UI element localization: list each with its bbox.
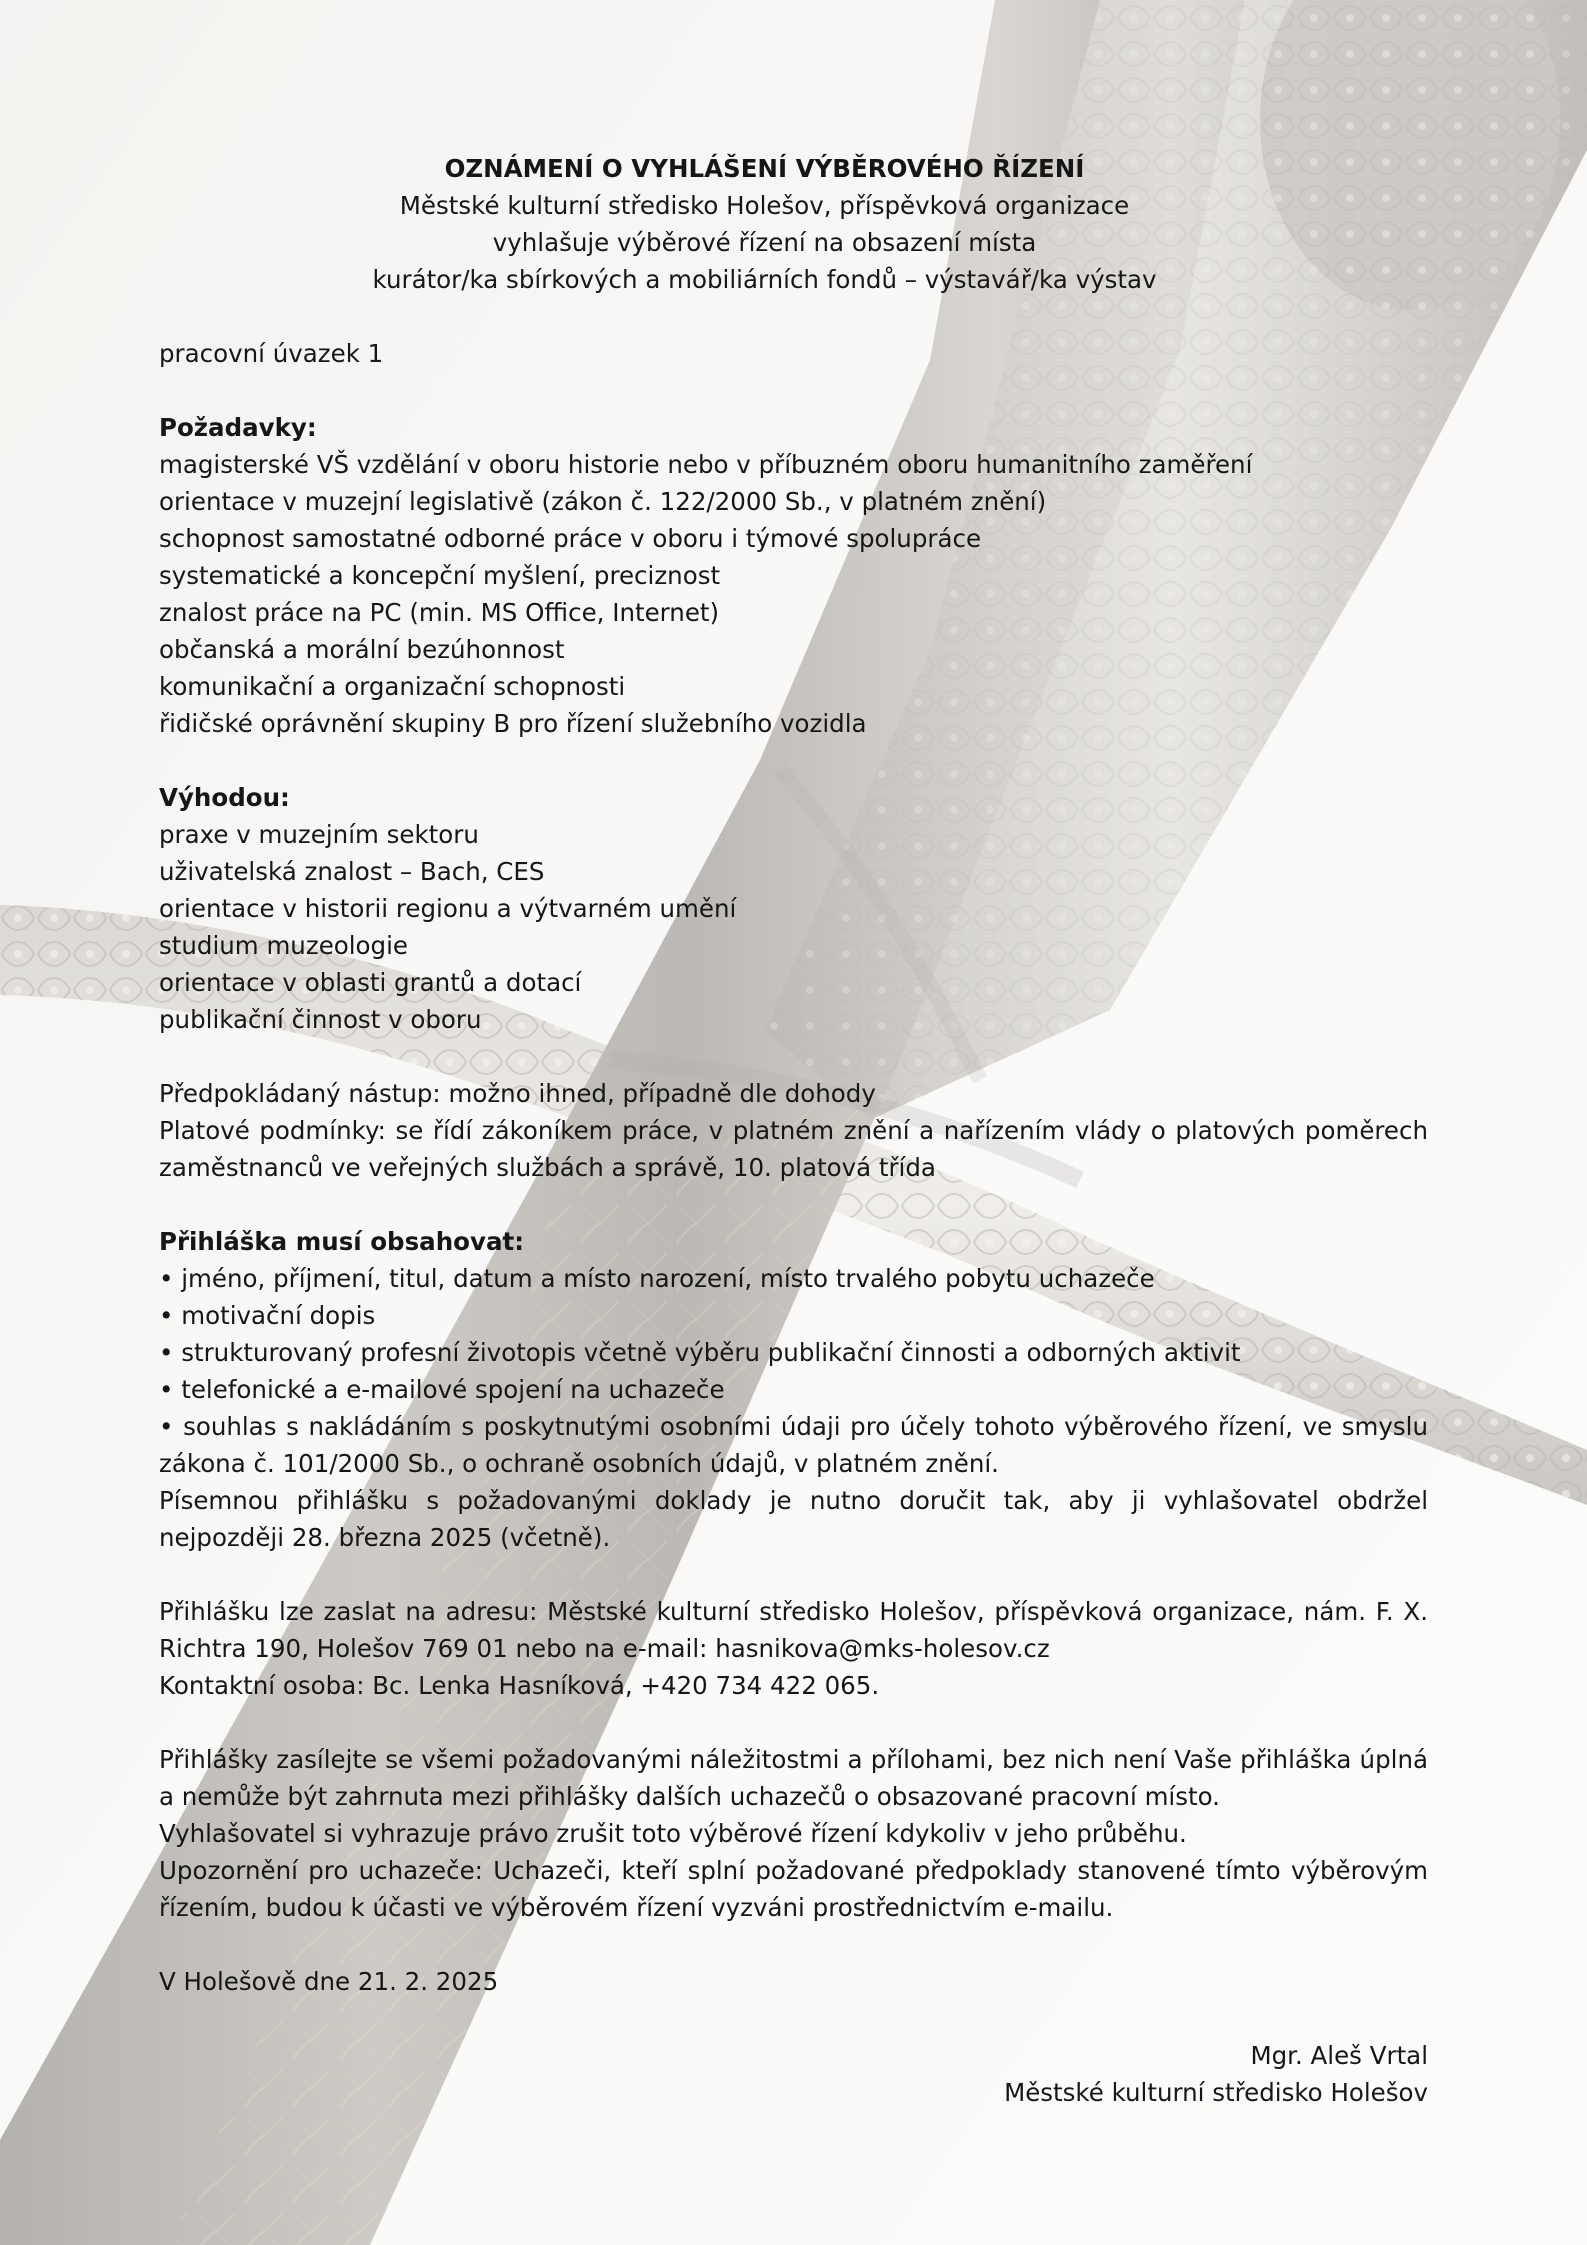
requirement-item: magisterské VŠ vzdělání v oboru historie nebo v příbuzném oboru humanitního zaměření [159, 450, 1253, 479]
announcement-title: OZNÁMENÍ O VYHLÁŠENÍ VÝBĚROVÉHO ŘÍZENÍ [444, 154, 1085, 183]
section-gap [159, 372, 1428, 409]
application-item: • jméno, příjmení, titul, datum a místo narození, místo trvalého pobytu uchazeče [159, 1264, 1155, 1293]
section-gap [159, 1186, 1428, 1223]
signature-name: Mgr. Aleš Vrtal [1250, 2041, 1428, 2070]
salary-conditions: Platové podmínky: se řídí zákoníkem práce, v platném znění a nařízením vlády o platových poměrech zaměstnanců ve veřejných službách a správě, 10. platová třída [159, 1116, 1428, 1182]
advantage-item: studium muzeologie [159, 931, 408, 960]
section-gap [159, 298, 1428, 335]
advantage-item: publikační činnost v oboru [159, 1005, 482, 1034]
completeness-note: Přihlášky zasílejte se všemi požadovanými náležitostmi a přílohami, bez nich není Vaše přihláška úplná a nemůže být zahrnuta mezi přihlášky dalších uchazečů o obsazované pracovní místo. [159, 1745, 1428, 1811]
signature-organization: Městské kulturní středisko Holešov [1004, 2078, 1428, 2107]
section-gap [159, 1926, 1428, 1963]
date-line: V Holešově dne 21. 2. 2025 [159, 1967, 499, 1996]
section-gap [159, 1704, 1428, 1741]
requirement-item: komunikační a organizační schopnosti [159, 672, 626, 701]
requirement-item: orientace v muzejní legislativě (zákon č. 122/2000 Sb., v platném znění) [159, 487, 1047, 516]
application-deadline: Písemnou přihlášku s požadovanými doklady je nutno doručit tak, aby ji vyhlašovatel obdržel nejpozději 28. března 2025 (včetně). [159, 1486, 1428, 1552]
application-item: • souhlas s nakládáním s poskytnutými osobními údaji pro účely tohoto výběrového řízení, ve smyslu zákona č. 101/2000 Sb., o ochraně osobních údajů, v platném znění. [159, 1412, 1428, 1478]
workload-line: pracovní úvazek 1 [159, 339, 384, 368]
section-gap [159, 742, 1428, 779]
section-gap [159, 2000, 1428, 2037]
announcement-subtitle-organization: Městské kulturní středisko Holešov, příspěvková organizace [399, 191, 1130, 220]
start-date-line: Předpokládaný nástup: možno ihned, případně dle dohody [159, 1079, 876, 1108]
candidate-notice: Upozornění pro uchazeče: Uchazeči, kteří splní požadované předpoklady stanovené tímto výběrovým řízením, budou k účasti ve výběrovém řízení vyzváni prostřednictvím e-mailu. [159, 1856, 1428, 1922]
announcement-position: kurátor/ka sbírkových a mobiliárních fondů – výstavář/ka výstav [372, 265, 1157, 294]
contact-address: Přihlášku lze zaslat na adresu: Městské kulturní středisko Holešov, příspěvková organizace, nám. F. X. Richtra 190, Holešov 769 01 nebo na e-mail: hasnikova@mks-holesov.cz [159, 1597, 1428, 1663]
requirement-item: řidičské oprávnění skupiny B pro řízení služebního vozidla [159, 709, 867, 738]
cancellation-note: Vyhlašovatel si vyhrazuje právo zrušit toto výběrové řízení kdykoliv v jeho průběhu. [159, 1819, 1187, 1848]
application-item: • telefonické a e-mailové spojení na uchazeče [159, 1375, 725, 1404]
application-item: • strukturovaný profesní životopis včetně výběru publikační činnosti a odborných aktivit [159, 1338, 1241, 1367]
requirement-item: občanská a morální bezúhonnost [159, 635, 565, 664]
advantages-heading: Výhodou: [159, 783, 290, 812]
requirement-item: znalost práce na PC (min. MS Office, Internet) [159, 598, 720, 627]
document-page [159, 150, 1428, 2111]
requirement-item: schopnost samostatné odborné práce v oboru i týmové spolupráce [159, 524, 982, 553]
advantage-item: praxe v muzejním sektoru [159, 820, 479, 849]
advantage-item: uživatelská znalost – Bach, CES [159, 857, 545, 886]
requirements-heading: Požadavky: [159, 413, 317, 442]
announcement-header [129, 150, 1400, 298]
announcement-subtitle-selection: vyhlašuje výběrové řízení na obsazení místa [492, 228, 1037, 257]
application-heading: Přihláška musí obsahovat: [159, 1227, 524, 1256]
section-gap [159, 1038, 1428, 1075]
advantage-item: orientace v oblasti grantů a dotací [159, 968, 582, 997]
requirement-item: systematické a koncepční myšlení, preciznost [159, 561, 721, 590]
contact-person: Kontaktní osoba: Bc. Lenka Hasníková, +420 734 422 065. [159, 1671, 880, 1700]
section-gap [159, 1556, 1428, 1593]
advantage-item: orientace v historii regionu a výtvarném umění [159, 894, 737, 923]
application-item: • motivační dopis [159, 1301, 376, 1330]
